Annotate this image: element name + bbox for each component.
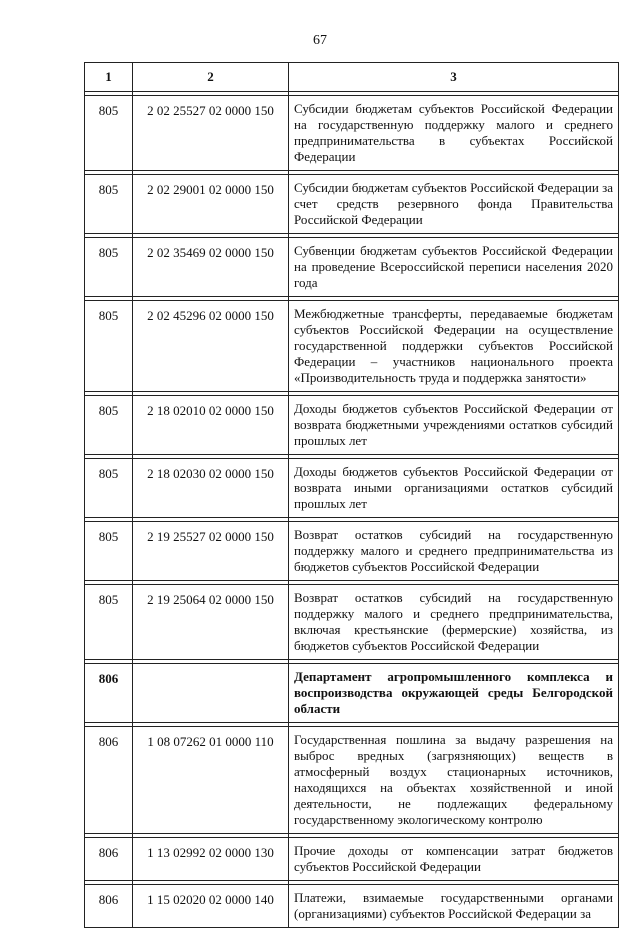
table-row [85, 96, 619, 171]
revenue-description-cell: Доходы бюджетов субъектов Российской Федерации от возврата иными организациями остатков субсидий прошлых лет [289, 459, 619, 518]
admin-code-cell: 805 [85, 175, 133, 234]
revenue-code-cell: 2 19 25527 02 0000 150 [133, 522, 289, 581]
admin-code-cell: 806 [85, 838, 133, 881]
revenue-description-cell: Доходы бюджетов субъектов Российской Федерации от возврата бюджетными учреждениями остатков субсидий прошлых лет [289, 396, 619, 455]
page-number: 67 [313, 33, 327, 48]
table-header-row [85, 63, 619, 92]
admin-code-cell: 806 [85, 885, 133, 928]
department-name-cell: Департамент агропромышленного комплекса и воспроизводства окружающей среды Белгородской области [289, 664, 619, 723]
admin-code-cell: 805 [85, 396, 133, 455]
column-header-1: 1 [85, 63, 133, 92]
revenue-code-cell: 1 13 02992 02 0000 130 [133, 838, 289, 881]
revenue-code-cell: 1 08 07262 01 0000 110 [133, 727, 289, 834]
admin-code-cell: 805 [85, 522, 133, 581]
revenue-code-cell: 2 18 02010 02 0000 150 [133, 396, 289, 455]
table-row [85, 585, 619, 660]
revenue-code-cell: 2 18 02030 02 0000 150 [133, 459, 289, 518]
revenue-description-cell: Государственная пошлина за выдачу разрешения на выброс вредных (загрязняющих) веществ в атмосферный воздух стационарных источников, находящихся на объектах хозяйственной и иной деятельности, не подлежащих федеральному государственному экологическому контролю [289, 727, 619, 834]
revenue-description-cell: Субвенции бюджетам субъектов Российской Федерации на проведение Всероссийской переписи населения 2020 года [289, 238, 619, 297]
table-row [85, 301, 619, 392]
revenue-description-cell: Возврат остатков субсидий на государственную поддержку малого и среднего предпринимательства, включая крестьянские (фермерские) хозяйства, из бюджетов субъектов Российской Федерации [289, 585, 619, 660]
table-row [85, 838, 619, 881]
admin-code-cell: 805 [85, 585, 133, 660]
table-row [85, 459, 619, 518]
revenue-description-cell: Прочие доходы от компенсации затрат бюджетов субъектов Российской Федерации [289, 838, 619, 881]
column-header-3: 3 [289, 63, 619, 92]
revenue-description-cell: Субсидии бюджетам субъектов Российской Федерации на государственную поддержку малого и среднего предпринимательства в субъектах Российской Федерации [289, 96, 619, 171]
admin-code-cell: 805 [85, 96, 133, 171]
revenue-description-cell: Платежи, взимаемые государственными органами (организациями) субъектов Российской Федерации за [289, 885, 619, 928]
table-row [85, 238, 619, 297]
revenue-code-cell: 2 19 25064 02 0000 150 [133, 585, 289, 660]
revenue-code-cell: 2 02 29001 02 0000 150 [133, 175, 289, 234]
table-row [85, 396, 619, 455]
column-header-2: 2 [133, 63, 289, 92]
table-row [85, 522, 619, 581]
admin-code-cell: 806 [85, 727, 133, 834]
revenue-description-cell: Возврат остатков субсидий на государственную поддержку малого и среднего предпринимательства из бюджетов субъектов Российской Федерации [289, 522, 619, 581]
table-row [85, 664, 619, 723]
revenue-code-cell: 2 02 45296 02 0000 150 [133, 301, 289, 392]
admin-code-cell: 805 [85, 459, 133, 518]
table-row [85, 727, 619, 834]
revenue-code-cell: 2 02 25527 02 0000 150 [133, 96, 289, 171]
admin-code-cell: 805 [85, 301, 133, 392]
revenue-code-cell: 2 02 35469 02 0000 150 [133, 238, 289, 297]
table-row [85, 175, 619, 234]
budget-revenue-table [84, 62, 619, 928]
table-row [85, 885, 619, 928]
admin-code-cell: 806 [85, 664, 133, 723]
revenue-code-cell: 1 15 02020 02 0000 140 [133, 885, 289, 928]
revenue-code-cell [133, 664, 289, 723]
revenue-description-cell: Субсидии бюджетам субъектов Российской Федерации за счет средств резервного фонда Правительства Российской Федерации [289, 175, 619, 234]
admin-code-cell: 805 [85, 238, 133, 297]
revenue-description-cell: Межбюджетные трансферты, передаваемые бюджетам субъектов Российской Федерации на осуществление государственной поддержки субъектов Российской Федерации – участников национального проекта «Производительность труда и поддержка занятости» [289, 301, 619, 392]
